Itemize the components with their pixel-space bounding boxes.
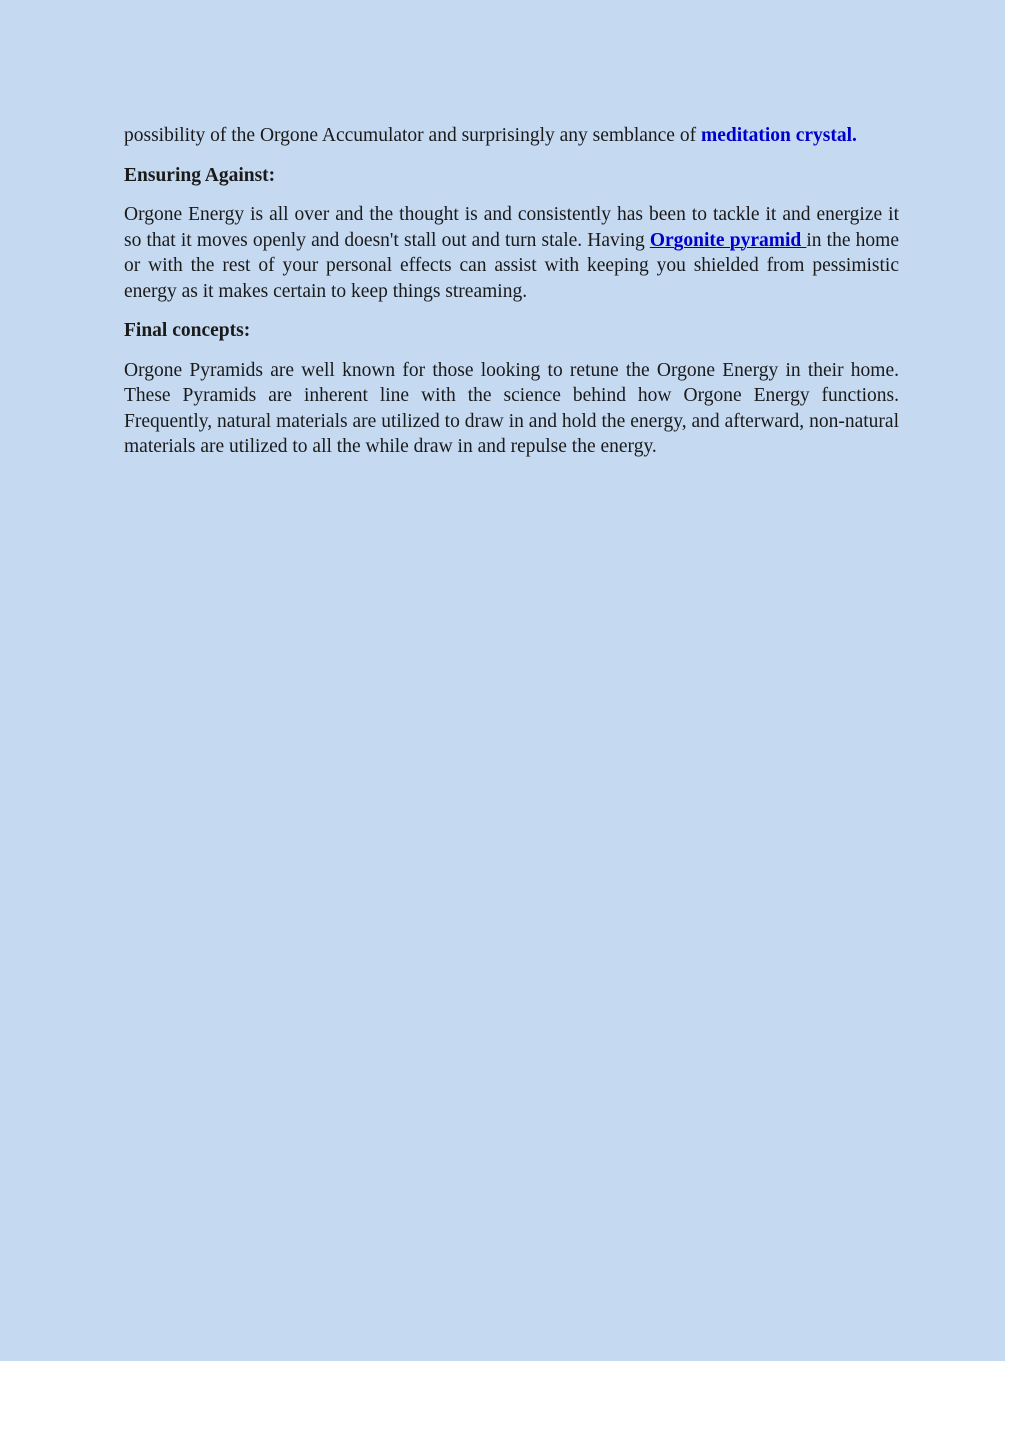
paragraph-final-concepts: Orgone Pyramids are well known for those looking to retune the Orgone Energy in their home. These Pyramids are inherent line with the science behind how Orgone Energy functions. Frequently, natural materials are utilized to draw in and hold the energy, and afterward, non-natural materials are utilized to all the while draw in and repulse the energy. bbox=[124, 359, 899, 457]
paragraph-ensuring-text-after: in the home or with the rest of your personal effects can assist with keeping you shielded from pessimistic energy as it makes certain to keep things streaming. bbox=[124, 229, 899, 302]
orgonite-pyramid-link[interactable]: Orgonite pyramid bbox=[649, 229, 807, 251]
paragraph-ensuring-text-before: Orgone Energy is all over and the thought is and consistently has been to tackle it and energize it so that it moves openly and doesn't stall out and turn stale. Having bbox=[124, 204, 899, 251]
paragraph-intro-text: possibility of the Orgone Accumulator and surprisingly any semblance of bbox=[124, 125, 701, 146]
paragraph-intro bbox=[124, 123, 899, 149]
meditation-crystal-link[interactable]: meditation crystal. bbox=[700, 125, 857, 146]
document-body bbox=[124, 123, 899, 474]
paragraph-ensuring-against bbox=[124, 202, 899, 304]
heading-final-concepts: Final concepts: bbox=[124, 320, 251, 341]
heading-ensuring-against: Ensuring Against: bbox=[124, 164, 276, 186]
